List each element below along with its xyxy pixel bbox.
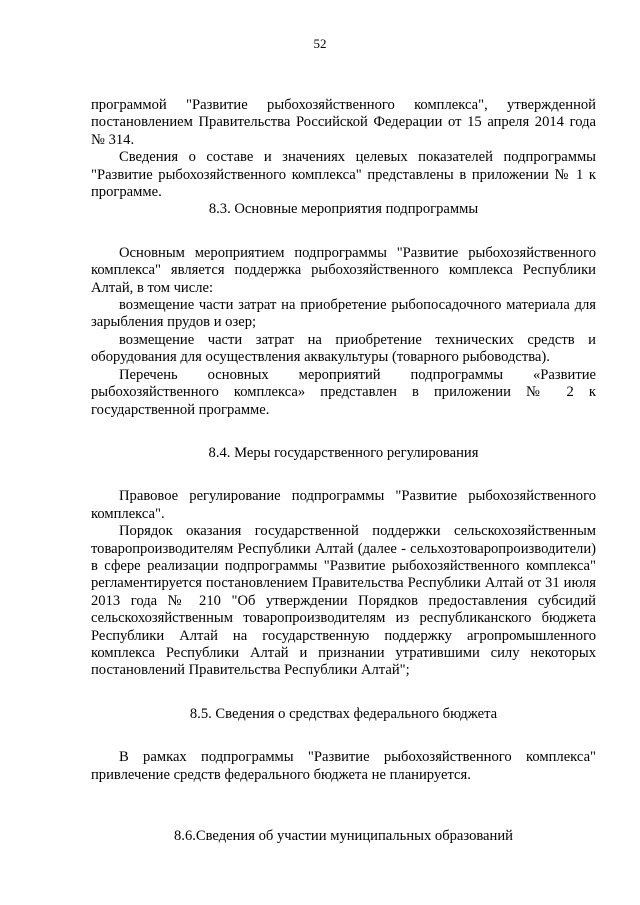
- paragraph: возмещение части затрат на приобретение рыбопосадочного материала для зарыбления прудов и озер;: [91, 297, 596, 331]
- section-heading-8-6: 8.6.Сведения об участии муниципальных образований: [174, 828, 513, 844]
- section-heading-8-3: 8.3. Основные мероприятия подпрограммы: [208, 201, 479, 218]
- page-number: 52: [313, 36, 327, 51]
- paragraph: Сведения о составе и значениях целевых показателей подпрограммы "Развитие рыбохозяйственного комплекса" представлены в приложении № 1 к программе.: [91, 149, 596, 201]
- paragraph: программой "Развитие рыбохозяйственного комплекса", утвержденной постановлением Правительства Российской Федерации от 15 апреля 2014 года № 314.: [91, 97, 596, 148]
- paragraph: Основным мероприятием подпрограммы "Развитие рыбохозяйственного комплекса" является поддержка рыбохозяйственного комплекса Республики Алтай, в том числе:: [91, 244, 596, 296]
- paragraph: В рамках подпрограммы "Развитие рыбохозяйственного комплекса" привлечение средств федерального бюджета не планируется.: [91, 749, 596, 783]
- paragraph: Правовое регулирование подпрограммы "Развитие рыбохозяйственного комплекса".: [91, 488, 596, 522]
- paragraph: возмещение части затрат на приобретение технических средств и оборудования для осуществления аквакультуры (товарного рыбоводства).: [91, 331, 596, 366]
- paragraph: Порядок оказания государственной поддержки сельскохозяйственным товаропроизводителям Республики Алтай (далее - сельхозтоваропроизводители) в сфере реализации подпрограммы "Развитие рыбохозяйственного комплекса" регламентируется постановлением Правительства Республики Алтай от 31 июля 2013 года № 210 "Об утверждении Порядков предоставления субсидий сельскохозяйственным товаропроизводителям из республиканского бюджета Республики Алтай на государственную поддержку агропромышленного комплекса Республики Алтай и признании утратившими силу некоторых постановлений Правительства Республики Алтай";: [91, 523, 596, 679]
- paragraph: Перечень основных мероприятий подпрограммы «Развитие рыбохозяйственного комплекса» представлен в приложении № 2 к государственной программе.: [91, 366, 596, 418]
- document-body: [91, 97, 596, 845]
- section-heading-8-4: 8.4. Меры государственного регулирования: [208, 444, 479, 461]
- section-heading-8-5: 8.5. Сведения о средствах федерального бюджета: [189, 705, 498, 722]
